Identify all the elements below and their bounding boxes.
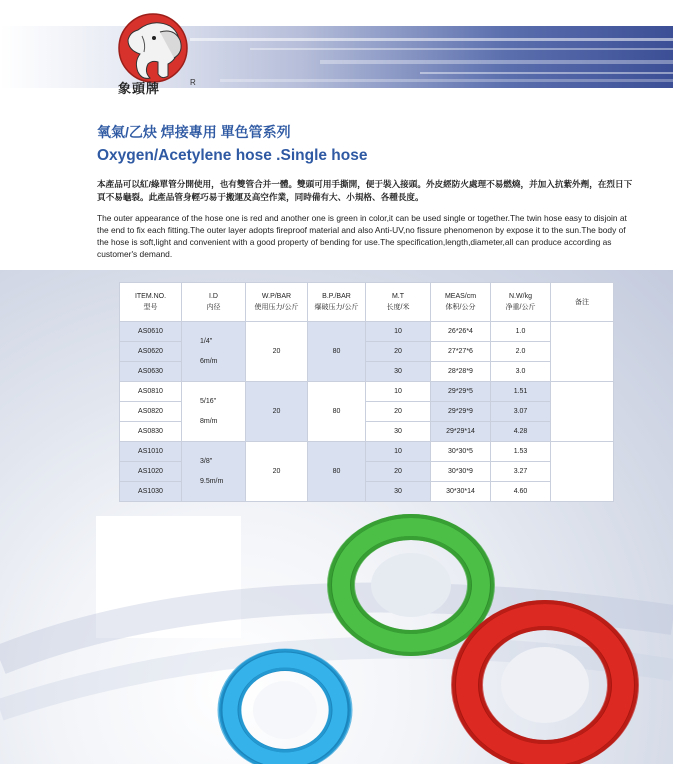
cell-id: 5/16" 8m/m — [182, 382, 246, 442]
cell-item: AS0820 — [120, 402, 182, 422]
cell-mt: 10 — [366, 382, 431, 402]
cell-mt: 20 — [366, 342, 431, 362]
cell-mt: 10 — [366, 442, 431, 462]
cell-mt: 30 — [366, 422, 431, 442]
hose-coils-illustration — [0, 500, 673, 764]
cell-wp: 20 — [246, 322, 308, 382]
cell-mt: 20 — [366, 462, 431, 482]
cell-item: AS1030 — [120, 482, 182, 502]
cell-nw: 1.51 — [491, 382, 551, 402]
header-bp: B.P./BAR 爆破压力/公斤 — [308, 283, 366, 322]
cell-meas: 26*26*4 — [431, 322, 491, 342]
cell-bp: 80 — [308, 442, 366, 502]
cell-meas: 30*30*5 — [431, 442, 491, 462]
registered-mark: R — [190, 78, 196, 87]
table-row — [120, 322, 614, 342]
cell-mt: 30 — [366, 362, 431, 382]
cell-nw: 3.0 — [491, 362, 551, 382]
table-header-row — [120, 283, 614, 322]
cell-mt: 20 — [366, 402, 431, 422]
brand-name: 象頭牌 — [118, 82, 161, 97]
green-hose-coil-icon — [329, 516, 493, 654]
header-meas: MEAS/cm 体积/公分 — [431, 283, 491, 322]
cell-remarks — [551, 382, 614, 442]
cell-item: AS0610 — [120, 322, 182, 342]
red-hose-coil-icon — [453, 602, 637, 764]
header-wp: W.P/BAR 使用压力/公斤 — [246, 283, 308, 322]
cell-meas: 30*30*9 — [431, 462, 491, 482]
cell-mt: 10 — [366, 322, 431, 342]
blue-hose-coil-icon — [219, 650, 351, 764]
table-row — [120, 382, 614, 402]
header-item-no: ITEM.NO. 型号 — [120, 283, 182, 322]
cell-nw: 3.27 — [491, 462, 551, 482]
cell-bp: 80 — [308, 322, 366, 382]
cell-meas: 29*29*14 — [431, 422, 491, 442]
title-chinese: 氧氣/乙炔 焊接專用 單色管系列 — [97, 124, 291, 140]
cell-meas: 27*27*6 — [431, 342, 491, 362]
cell-nw: 4.28 — [491, 422, 551, 442]
spec-table — [119, 282, 614, 502]
cell-id: 1/4" 6m/m — [182, 322, 246, 382]
title-english: Oxygen/Acetylene hose .Single hose — [97, 147, 368, 164]
cell-item: AS0630 — [120, 362, 182, 382]
cell-nw: 2.0 — [491, 342, 551, 362]
cell-meas: 28*28*9 — [431, 362, 491, 382]
cell-remarks — [551, 442, 614, 502]
header-id: I.D 内径 — [182, 283, 246, 322]
cell-nw: 4.60 — [491, 482, 551, 502]
cell-item: AS0620 — [120, 342, 182, 362]
cell-nw: 1.0 — [491, 322, 551, 342]
cell-item: AS1020 — [120, 462, 182, 482]
cell-item: AS1010 — [120, 442, 182, 462]
cell-mt: 30 — [366, 482, 431, 502]
header-remarks: 备注 — [551, 283, 614, 322]
header-mt: M.T 长度/米 — [366, 283, 431, 322]
cell-wp: 20 — [246, 442, 308, 502]
cell-bp: 80 — [308, 382, 366, 442]
description-english: The outer appearance of the hose one is red and another one is green in color,it can be used single or together.The twin hose easy to disjoin at the end to fix each fitting.The outer layer adopts fireproof material and also Anti-UV,no fissure phenomenon by expose it to the sun.The body of the hose is soft,light and convenient with a good property of bending for use.The specification,length,diameter,all can produce according as customer's demand. — [97, 213, 627, 259]
cell-id: 3/8" 9.5m/m — [182, 442, 246, 502]
cell-remarks — [551, 322, 614, 382]
cell-nw: 1.53 — [491, 442, 551, 462]
cell-wp: 20 — [246, 382, 308, 442]
cell-item: AS0830 — [120, 422, 182, 442]
header-nw: N.W/kg 净重/公斤 — [491, 283, 551, 322]
cell-item: AS0810 — [120, 382, 182, 402]
cell-meas: 30*30*14 — [431, 482, 491, 502]
cell-nw: 3.07 — [491, 402, 551, 422]
cell-meas: 29*29*9 — [431, 402, 491, 422]
description-chinese: 本產品可以紅/綠單管分開使用，也有雙管合并一體。雙頭可用手撕開，便于裝入接頭。外皮經防火處理不易燃燒，并加入抗紫外劑，在烈日下頁不易龜裂。此產品管身輕巧易于搬運及高空作業，同時備有大、小規格、各種長度。 — [97, 179, 633, 202]
cell-meas: 29*29*5 — [431, 382, 491, 402]
table-row — [120, 442, 614, 462]
